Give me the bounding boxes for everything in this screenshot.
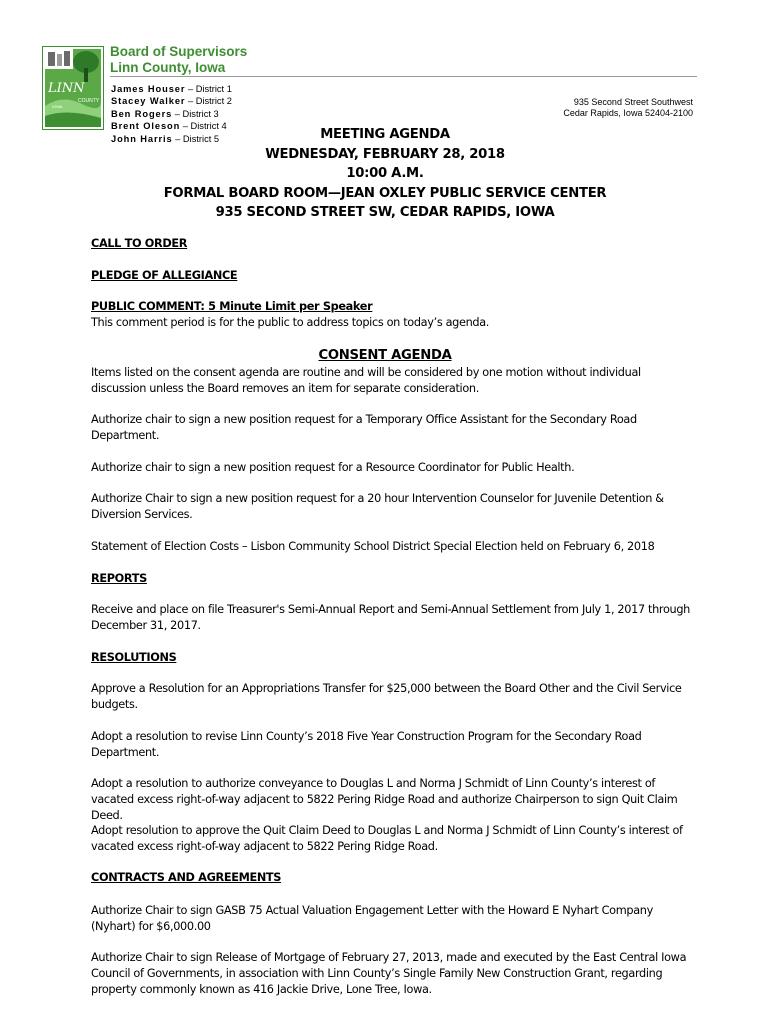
public-comment-heading: PUBLIC COMMENT: 5 Minute Limit per Speaker bbox=[91, 300, 373, 313]
resolution-item: Approve a Resolution for an Appropriations Transfer for $25,000 between the Board Other and the Civil Service budgets. bbox=[91, 682, 682, 711]
member-district: – District 2 bbox=[185, 96, 232, 107]
header-rule bbox=[110, 76, 697, 77]
reports-heading: REPORTS bbox=[91, 572, 147, 585]
consent-agenda-heading: CONSENT AGENDA bbox=[318, 348, 452, 363]
member-district: – District 3 bbox=[172, 108, 219, 119]
contract-item: Authorize Chair to sign GASB 75 Actual Valuation Engagement Letter with the Howard E Nyhart Company (Nyhart) for $6,000.00 bbox=[91, 904, 653, 933]
consent-item: Authorize chair to sign a new position request for a Resource Coordinator for Public Health. bbox=[91, 461, 575, 474]
member-name: Ben Rogers bbox=[111, 108, 173, 119]
title-location: FORMAL BOARD ROOM—JEAN OXLEY PUBLIC SERVICE CENTER bbox=[163, 185, 607, 201]
consent-intro: Items listed on the consent agenda are routine and will be considered by one motion without individual discussion unless the Board removes an item for separate consideration. bbox=[91, 366, 641, 395]
member-district: – District 5 bbox=[172, 133, 220, 144]
meeting-title-block bbox=[0, 125, 770, 223]
resolution-item: Adopt a resolution to revise Linn County’s 2018 Five Year Construction Program for the Secondary Road Department. bbox=[91, 730, 642, 759]
public-comment-text: This comment period is for the public to address topics on today’s agenda. bbox=[91, 316, 490, 329]
title-line1: MEETING AGENDA bbox=[320, 127, 450, 142]
org-name-line2: Linn County, Iowa bbox=[110, 60, 226, 75]
call-to-order-heading: CALL TO ORDER bbox=[91, 237, 188, 250]
consent-item: Authorize Chair to sign a new position request for a 20 hour Intervention Counselor for Juvenile Detention & Diversion Services. bbox=[91, 492, 664, 521]
address-line2: Cedar Rapids, Iowa 52404-2100 bbox=[563, 108, 693, 118]
org-name-line1: Board of Supervisors bbox=[110, 44, 248, 59]
office-address bbox=[563, 97, 693, 119]
consent-item: Statement of Election Costs – Lisbon Community School District Special Election held on February 6, 2018 bbox=[91, 540, 655, 553]
pledge-heading: PLEDGE OF ALLEGIANCE bbox=[91, 269, 238, 282]
linn-county-logo bbox=[42, 46, 104, 130]
member-row bbox=[111, 83, 232, 95]
title-time: 10:00 A.M. bbox=[346, 166, 424, 182]
contract-item: Authorize Chair to sign Release of Mortgage of February 27, 2013, made and executed by the East Central Iowa Council of Governments, in association with Linn County’s Single Family New Construction Grant, regarding property commonly known as 416 Jackie Drive, Lone Tree, Iowa. bbox=[91, 951, 687, 996]
member-name: James Houser bbox=[111, 84, 186, 94]
member-row bbox=[111, 95, 232, 107]
contracts-heading: CONTRACTS AND AGREEMENTS bbox=[91, 871, 282, 884]
member-district: – District 1 bbox=[185, 84, 232, 94]
title-address: 935 SECOND STREET SW, CEDAR RAPIDS, IOWA bbox=[215, 205, 555, 221]
member-name: John Harris bbox=[111, 133, 173, 144]
member-name: Stacey Walker bbox=[111, 96, 186, 107]
member-row bbox=[111, 108, 232, 120]
org-name bbox=[110, 44, 247, 76]
logo-wordmark: LINN bbox=[48, 81, 85, 96]
svg-text:IOWA: IOWA bbox=[52, 104, 63, 109]
title-date: WEDNESDAY, FEBRUARY 28, 2018 bbox=[265, 146, 505, 162]
report-item: Receive and place on file Treasurer's Semi-Annual Report and Semi-Annual Settlement from July 1, 2017 through December 31, 2017. bbox=[91, 603, 690, 632]
member-name: Brent Oleson bbox=[111, 121, 181, 132]
svg-text:COUNTY: COUNTY bbox=[78, 98, 100, 104]
address-line1: 935 Second Street Southwest bbox=[573, 97, 693, 107]
resolution-item: Adopt resolution to approve the Quit Claim Deed to Douglas L and Norma J Schmidt of Linn County’s interest of vacated excess right-of-way adjacent to 5822 Pering Ridge Road. bbox=[91, 824, 683, 853]
consent-item: Authorize chair to sign a new position request for a Temporary Office Assistant for the Secondary Road Department. bbox=[91, 413, 637, 442]
member-district: – District 4 bbox=[180, 121, 227, 132]
resolution-item: Adopt a resolution to authorize conveyance to Douglas L and Norma J Schmidt of Linn County’s interest of vacated excess right-of-way adjacent to 5822 Pering Ridge Road and authorize Chairperson to sign Quit Claim Deed. bbox=[91, 777, 678, 822]
resolutions-heading: RESOLUTIONS bbox=[91, 651, 177, 664]
